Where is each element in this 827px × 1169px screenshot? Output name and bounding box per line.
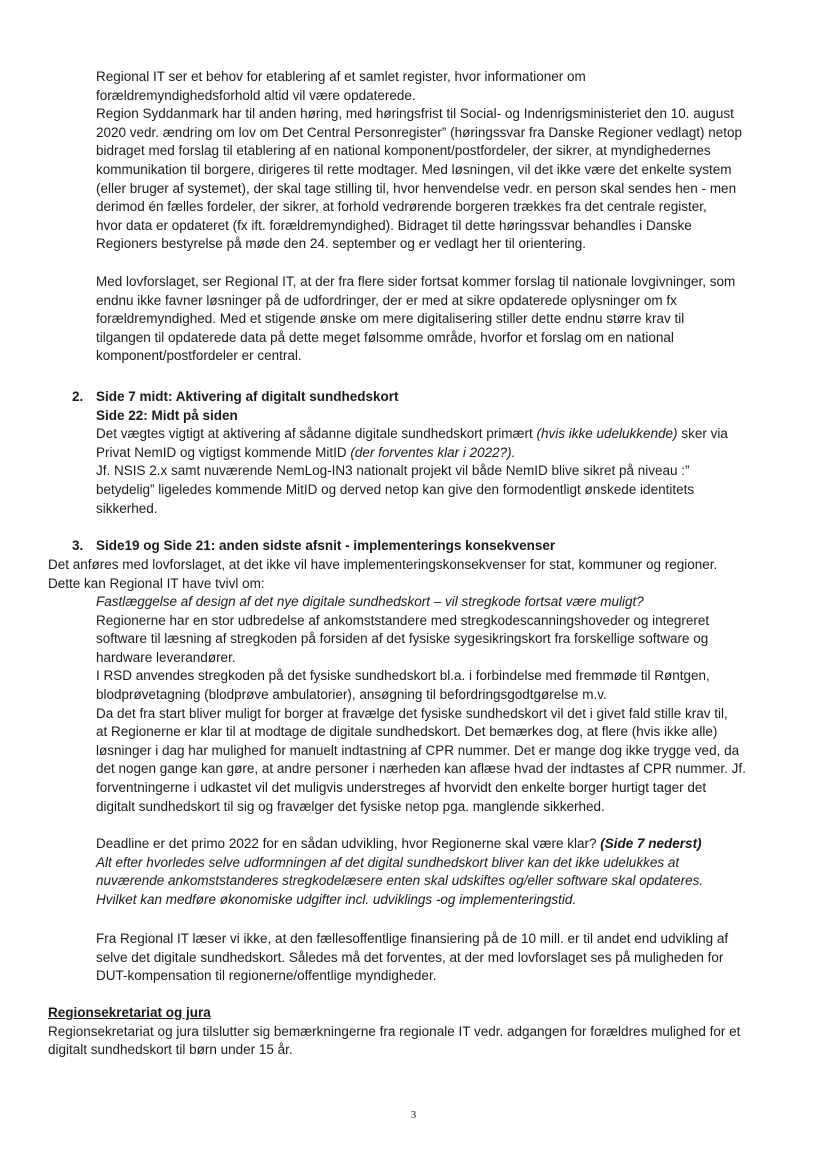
text-line: Det anføres med lovforslaget, at det ikke vil have implementeringskonsekvenser for stat, kommuner og regioner. xyxy=(48,557,718,572)
text-line: Jf. NSIS 2.x samt nuværende NemLog-IN3 nationalt projekt vil både NemID blive sikret på niveau :” xyxy=(96,463,690,479)
text-line: Regionerne har en stor udbredelse af ankomststandere med stregkodescanningshoveder og integreret xyxy=(96,612,710,628)
text-run-italic: (hvis ikke udelukkende) xyxy=(536,426,678,442)
text-line: Fra Regional IT læser vi ikke, at den fællesoffentlige finansiering på de 10 mill. er til andet end udvikling af xyxy=(96,931,729,946)
text-run: sker via xyxy=(677,426,728,442)
text-line: digitalt sundhedskort til børn under 15 år. xyxy=(48,1042,293,1058)
item-heading: Side19 og Side 21: anden sidste afsnit - implementerings konsekvenser xyxy=(96,538,556,553)
text-run-italic: (der forventes klar i 2022?). xyxy=(350,444,516,460)
page-number: 3 xyxy=(410,1109,417,1121)
finance-paragraph xyxy=(96,930,786,986)
text-line: forældremyndighed. Med et stigende ønske om mere digitalisering stiller dette endnu større krav til xyxy=(96,311,685,327)
text-line: Region Syddanmark har til anden høring, med høringsfrist til Social- og Indenrigsministeriet den 10. august xyxy=(96,106,734,122)
item-3-intro xyxy=(48,556,788,593)
text-line xyxy=(96,425,786,444)
item-heading: Side 7 midt: Aktivering af digitalt sundhedskort xyxy=(96,389,399,404)
text-line: Regioners bestyrelse på møde den 24. september og er vedlagt her til orientering. xyxy=(96,236,587,252)
text-line: endnu ikke favner løsninger på de udfordringer, der er med at sikre opdaterede oplysninger om fx xyxy=(96,292,677,308)
text-line: Da det fra start bliver muligt for borger at fravælge det fysiske sundhedskort vil det i givet fald stille krav til, xyxy=(96,705,728,721)
list-number: 3. xyxy=(72,538,84,553)
section-jura xyxy=(48,1004,788,1060)
text-line xyxy=(96,835,786,854)
text-line: Med lovforslaget, ser Regional IT, at der fra flere sider fortsat kommer forslag til nationale lovgivninger, som xyxy=(96,274,736,289)
intro-paragraph xyxy=(96,68,786,254)
text-line: selve det digitale sundhedskort. Således må det forventes, at der med lovforslaget ses på muligheden for xyxy=(96,949,724,965)
text-line: Dette kan Regional IT have tvivl om: xyxy=(48,575,265,591)
text-line: betydelig” ligeledes kommende MitID og derved netop kan give den formodentligt ønskede identitets xyxy=(96,481,695,497)
text-line: hvor data er opdateret (fx ift. forældremyndighed). Bidraget til dette høringssvar behandles i Danske xyxy=(96,217,692,233)
text-line: hardware leverandører. xyxy=(96,649,236,665)
text-line: løsninger i dag har mulighed for manuelt indtastning af CPR nummer. Det er mange dog ikke trygge ved, da xyxy=(96,742,740,758)
text-line: at Regionerne er klar til at modtage de digitale sundhedskort. Det bemærkes dog, at flere (hvis ikke alle) xyxy=(96,724,718,740)
text-line xyxy=(96,444,786,463)
text-line: det nogen gange kan gøre, at andre personer i nærheden kan aflæse hvad der indtastes af CPR nummer. Jf. xyxy=(96,761,746,777)
deadline-paragraph xyxy=(96,835,786,909)
section-heading: Regionsekretariat og jura xyxy=(48,1005,211,1020)
text-line: (eller bruger af systemet), der skal tage stilling til, hvor henvendelse vedr. en person skal sendes hen - men xyxy=(96,180,737,196)
text-line: software til læsning af stregkoden på forsiden af det fysiske sygesikringskort fra forskellige software og xyxy=(96,631,709,647)
text-run: Privat NemID og vigtigst kommende MitID xyxy=(96,444,351,460)
text-line-italic: Hvilket kan medføre økonomiske udgifter incl. udviklings -og implementeringstid. xyxy=(96,891,577,907)
text-run: Det vægtes vigtigt at aktivering af sådanne digitale sundhedskort primært xyxy=(96,426,537,442)
text-line-italic: Alt efter hvorledes selve udformningen af det digital sundhedskort bliver kan det ikke udelukkes at xyxy=(96,854,680,870)
item-2 xyxy=(96,388,786,518)
text-line: komponent/postfordeler er central. xyxy=(96,348,302,364)
text-line-italic: Fastlæggelse af design af det nye digitale sundhedskort – vil stregkode fortsat være muligt? xyxy=(96,594,644,609)
text-line: forventningerne i udkastet vil det muligvis understreges af hvorvidt den enkelte borger hurtigt tager det xyxy=(96,779,707,795)
item-3-body xyxy=(96,593,786,816)
text-line: DUT-kompensation til regionerne/offentlige myndigheder. xyxy=(96,968,437,984)
text-run-bold-italic: (Side 7 nederst) xyxy=(600,836,702,851)
text-line: forældremyndighedsforhold altid vil være opdaterede. xyxy=(96,87,416,103)
text-line: sikkerhed. xyxy=(96,500,158,516)
text-line: Regionsekretariat og jura tilslutter sig bemærkningerne fra regionale IT vedr. adgangen for forældres mulighed for et xyxy=(48,1023,741,1039)
item-subheading: Side 22: Midt på siden xyxy=(96,407,238,423)
text-line-italic: nuværende ankomststanderes stregkodelæsere enten skal udskiftes og/eller software skal opdateres. xyxy=(96,873,704,889)
list-number: 2. xyxy=(72,389,84,404)
text-line: bidraget med forslag til etablering af en national komponent/postfordeler, der sikrer, at myndighedernes xyxy=(96,143,711,159)
text-line: tilgangen til opdaterede data på dette meget følsomme område, hvorfor et forslag om en national xyxy=(96,329,674,345)
text-line: Regional IT ser et behov for etablering af et samlet register, hvor informationer om xyxy=(96,69,586,84)
text-line: derimod én fælles fordeler, der sikrer, at forhold vedrørende borgeren trækkes fra det centrale register, xyxy=(96,199,707,215)
text-line: I RSD anvendes stregkoden på det fysiske sundhedskort bl.a. i forbindelse med fremmøde til Røntgen, xyxy=(96,668,710,684)
lovforslag-paragraph xyxy=(96,273,786,366)
text-line: 2020 vedr. ændring om lov om Det Central Personregister” (høringssvar fra Danske Regioner vedlagt) netop xyxy=(96,124,743,140)
text-line: digitalt sundhedskort til sig og fravælger det fysiske netop pga. manglende sikkerhed. xyxy=(96,798,605,814)
text-line: blodprøvetagning (blodprøve ambulatorier), ansøgning til befordringsgodtgørelse m.v. xyxy=(96,686,607,702)
text-run: Deadline er det primo 2022 for en sådan udvikling, hvor Regionerne skal være klar? xyxy=(96,836,601,851)
text-line: kommunikation til borgere, dirigeres til rette modtager. Med løsningen, vil det ikke være det enkelte system xyxy=(96,161,732,177)
